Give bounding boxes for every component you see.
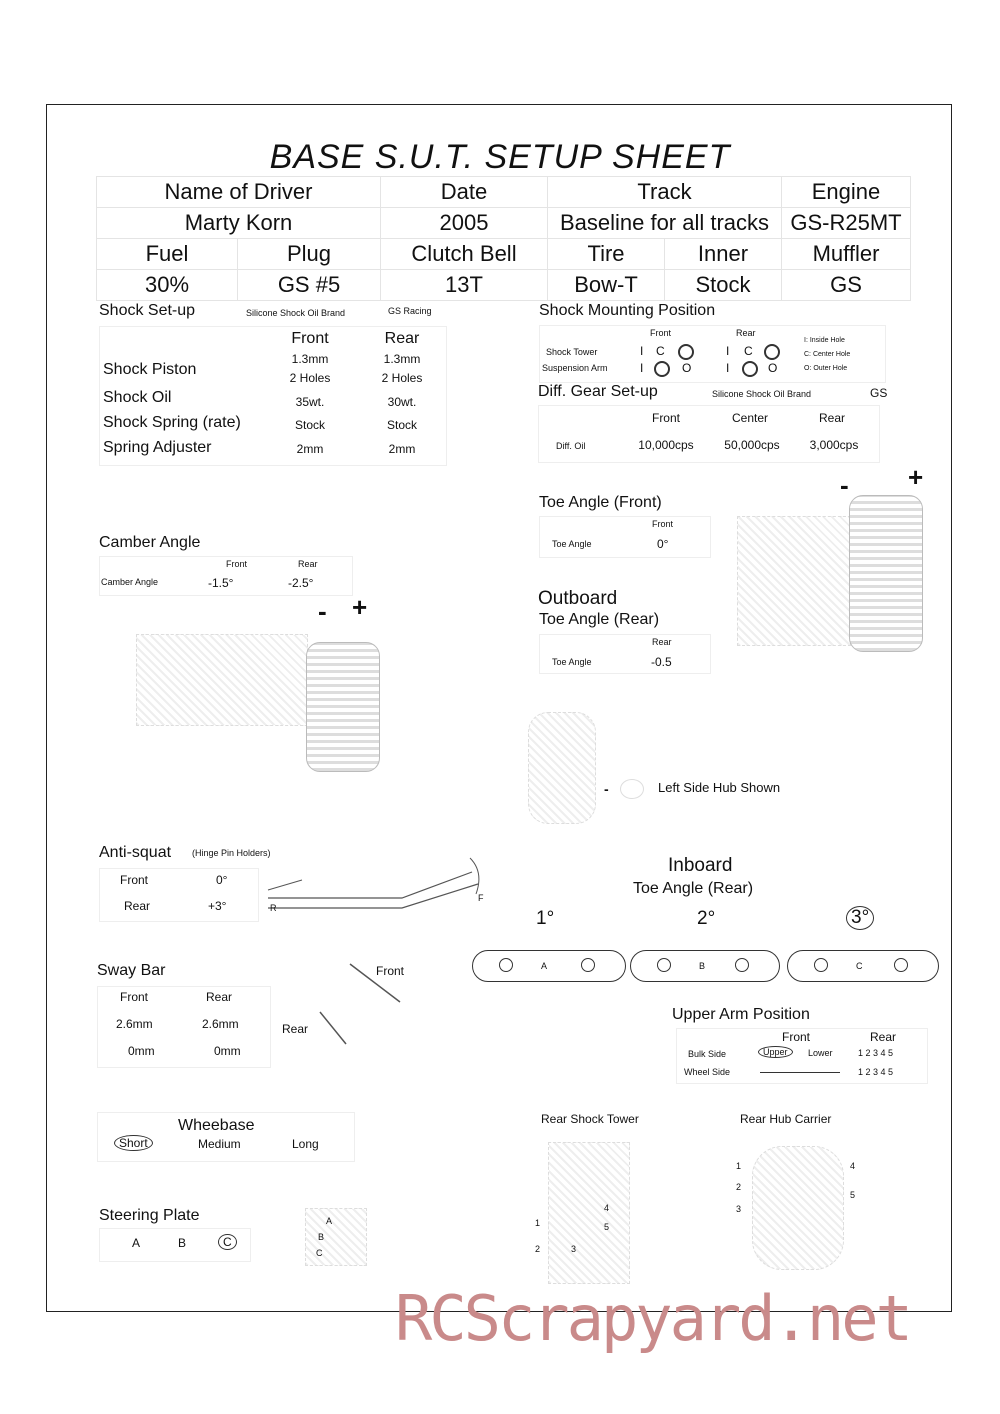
rear-arm-i: I: [726, 361, 730, 375]
watermark: RCScrapyard.net: [395, 1282, 910, 1355]
driver-label: Name of Driver: [97, 177, 381, 208]
rear-tower-i: I: [726, 344, 730, 358]
shock-spring-front: Stock: [294, 418, 325, 432]
wheelbase-medium: Medium: [198, 1137, 241, 1151]
sway-fig-front: Front: [376, 964, 405, 978]
diff-col-rear: Rear: [818, 411, 845, 425]
hub-illustration: [528, 712, 596, 824]
sway-col-rear: Rear: [206, 990, 233, 1004]
shock-piston-front-1: 1.3mm: [291, 352, 329, 366]
shock-mount-front: Front: [650, 328, 672, 338]
rear-hub-carrier-illustration: [752, 1146, 844, 1270]
shock-oil-brand-value: GS Racing: [388, 306, 432, 316]
camber-col-front: Front: [226, 559, 248, 569]
diff-col-center: Center: [731, 411, 769, 425]
sway-rear-2: 0mm: [214, 1044, 241, 1058]
date-value: 2005: [381, 208, 548, 239]
shock-setup-title: Shock Set-up: [99, 302, 196, 319]
toe-front-table: [539, 516, 711, 558]
rear-arm-o: O: [768, 361, 778, 375]
upper-arm-wheel-line: [760, 1072, 840, 1073]
sway-fig-rear: Rear: [282, 1022, 309, 1036]
shock-mount-tower-label: Shock Tower: [546, 347, 598, 357]
shock-oil-label: Shock Oil: [103, 389, 172, 406]
fuel-value: 30%: [97, 270, 238, 301]
rear-tower-c: C: [744, 344, 753, 358]
shock-col-front: Front: [291, 330, 329, 347]
plus-sign-camber: +: [352, 592, 368, 622]
shock-mount-legend-2: C: Center Hole: [804, 351, 851, 358]
rear-tower-label-1: 1: [535, 1218, 541, 1228]
front-arm-o: O: [682, 361, 692, 375]
steering-option-c-selected: C: [218, 1234, 237, 1250]
front-tower-c: C: [656, 344, 665, 358]
front-arm-i: I: [640, 361, 644, 375]
sway-col-front: Front: [120, 990, 149, 1004]
rear-tower-label-4: 4: [604, 1203, 610, 1213]
upper-arm-rear-row1: 1 2 3 4 5: [858, 1048, 894, 1058]
inboard-option-3-selected: 3°: [846, 906, 874, 930]
spring-adjuster-label: Spring Adjuster: [103, 439, 212, 456]
upper-arm-lower: Lower: [808, 1048, 833, 1058]
diff-oil-brand-label: Silicone Shock Oil Brand: [712, 389, 812, 399]
steering-plate-illustration: [305, 1208, 367, 1266]
camber-tire-illustration: [306, 642, 380, 772]
outboard-value: -0.5: [651, 655, 672, 669]
inboard-subtitle: Toe Angle (Rear): [633, 880, 754, 897]
diff-oil-center: 50,000cps: [724, 438, 780, 452]
rear-shock-tower-title: Rear Shock Tower: [541, 1112, 639, 1126]
upper-arm-upper-selected: Upper: [758, 1046, 793, 1058]
steering-fig-a: A: [326, 1216, 333, 1226]
inboard-option-2: 2°: [697, 908, 716, 929]
upper-arm-wheel-label: Wheel Side: [684, 1067, 731, 1077]
rear-tower-label-2: 2: [535, 1244, 541, 1254]
steering-fig-c: C: [316, 1248, 323, 1258]
shock-oil-rear: 30wt.: [387, 395, 417, 409]
outboard-subtitle: Toe Angle (Rear): [539, 611, 660, 628]
rear-tower-o-selected: [764, 344, 780, 360]
diff-col-front: Front: [651, 411, 680, 425]
inboard-plate-2-label: B: [699, 961, 706, 971]
shock-oil-front: 35wt.: [295, 395, 325, 409]
anti-squat-front-value: 0°: [216, 873, 228, 887]
upper-arm-col-front: Front: [782, 1030, 811, 1044]
diff-title: Diff. Gear Set-up: [538, 383, 658, 400]
camber-front: -1.5°: [208, 576, 234, 590]
diff-oil-rear: 3,000cps: [809, 438, 859, 452]
shock-mount-rear: Rear: [736, 328, 756, 338]
upper-arm-bulk-label: Bulk Side: [688, 1049, 727, 1059]
front-tower-i: I: [640, 344, 644, 358]
hub-minus-sign: -: [604, 781, 609, 797]
anti-squat-rear-value: +3°: [208, 899, 227, 913]
outboard-table: [539, 634, 711, 674]
track-label: Track: [548, 177, 782, 208]
rear-hub-carrier-title: Rear Hub Carrier: [740, 1112, 832, 1126]
spring-adjuster-rear: 2mm: [388, 442, 416, 456]
engine-value: GS-R25MT: [782, 208, 911, 239]
camber-chassis-illustration: [136, 634, 308, 726]
inboard-title: Inboard: [668, 855, 733, 876]
sheet-title: BASE S.U.T. SETUP SHEET: [269, 138, 731, 176]
sway-bar-title: Sway Bar: [97, 962, 166, 979]
steering-plate-title: Steering Plate: [99, 1207, 200, 1224]
wheelbase-title: Wheebase: [178, 1117, 255, 1134]
inboard-option-1: 1°: [536, 908, 555, 929]
shock-oil-brand-label: Silicone Shock Oil Brand: [246, 308, 346, 318]
steering-fig-b: B: [318, 1232, 325, 1242]
fuel-label: Fuel: [97, 239, 238, 270]
clutch-value: 13T: [381, 270, 548, 301]
shock-spring-rear: Stock: [386, 418, 417, 432]
shock-piston-front-2: 2 Holes: [289, 371, 331, 385]
camber-row: Camber Angle: [101, 577, 159, 587]
anti-squat-subtitle: (Hinge Pin Holders): [192, 848, 271, 858]
inboard-plate-1-label: A: [541, 961, 548, 971]
shock-col-rear: Rear: [384, 330, 420, 347]
rear-tower-label-5: 5: [604, 1222, 610, 1232]
anti-squat-front-label: Front: [120, 873, 149, 887]
steering-option-b: B: [178, 1236, 187, 1250]
shock-spring-label: Shock Spring (rate): [103, 414, 241, 431]
rear-tower-label-3: 3: [571, 1244, 577, 1254]
tire-value: Bow-T: [548, 270, 665, 301]
hub-plus-marker: [620, 779, 644, 799]
toe-front-value: 0°: [657, 537, 669, 551]
outboard-title: Outboard: [538, 588, 618, 609]
wheelbase-long: Long: [292, 1137, 319, 1151]
camber-col-rear: Rear: [298, 559, 318, 569]
inboard-plate-1: [472, 950, 626, 982]
rear-arm-c-selected: [742, 361, 758, 377]
rear-hub-label-5: 5: [850, 1190, 856, 1200]
plug-value: GS #5: [238, 270, 381, 301]
spring-adjuster-front: 2mm: [296, 442, 324, 456]
rear-hub-label-2: 2: [736, 1182, 742, 1192]
anti-squat-fig-r: R: [270, 903, 277, 913]
date-label: Date: [381, 177, 548, 208]
camber-title: Camber Angle: [99, 534, 201, 551]
rear-shock-tower-illustration: [548, 1142, 630, 1284]
clutch-label: Clutch Bell: [381, 239, 548, 270]
muffler-label: Muffler: [782, 239, 911, 270]
front-tower-o-selected: [678, 344, 694, 360]
muffler-value: GS: [782, 270, 911, 301]
sway-front-2: 0mm: [128, 1044, 155, 1058]
camber-rear: -2.5°: [288, 576, 314, 590]
inner-label: Inner: [665, 239, 782, 270]
shock-mount-arm-label: Suspension Arm: [542, 363, 608, 373]
front-tire-illustration: [849, 495, 923, 652]
rear-hub-label-3: 3: [736, 1204, 742, 1214]
header-table: [96, 176, 911, 301]
anti-squat-fig-f: F: [478, 893, 484, 903]
diff-oil-front: 10,000cps: [638, 438, 694, 452]
hub-note: Left Side Hub Shown: [658, 780, 781, 795]
plug-label: Plug: [238, 239, 381, 270]
front-hub-illustration: [737, 516, 851, 646]
wheelbase-short-selected: Short: [114, 1135, 153, 1151]
diff-oil-brand-value: GS: [870, 386, 888, 400]
inboard-plate-3-label: C: [856, 961, 863, 971]
inboard-plate-3: [787, 950, 939, 982]
sway-front-1: 2.6mm: [116, 1017, 153, 1031]
toe-front-row: Toe Angle: [552, 539, 592, 549]
shock-mount-legend-1: I: Inside Hole: [804, 337, 845, 344]
diff-oil-label: Diff. Oil: [556, 441, 586, 451]
toe-front-col: Front: [652, 519, 674, 529]
steering-option-a: A: [132, 1236, 141, 1250]
tire-label: Tire: [548, 239, 665, 270]
plus-sign-front: +: [908, 462, 924, 492]
outboard-row: Toe Angle: [552, 657, 592, 667]
engine-label: Engine: [782, 177, 911, 208]
upper-arm-rear-row2: 1 2 3 4 5: [858, 1067, 894, 1077]
rear-hub-label-1: 1: [736, 1161, 742, 1171]
upper-arm-col-rear: Rear: [870, 1030, 897, 1044]
sway-rear-1: 2.6mm: [202, 1017, 239, 1031]
minus-sign-camber: -: [318, 596, 327, 626]
anti-squat-diagram: [262, 850, 492, 920]
shock-piston-rear-1: 1.3mm: [383, 352, 421, 366]
inner-value: Stock: [665, 270, 782, 301]
driver-value: Marty Korn: [97, 208, 381, 239]
rear-hub-label-4: 4: [850, 1161, 856, 1171]
shock-piston-rear-2: 2 Holes: [381, 371, 423, 385]
anti-squat-rear-label: Rear: [124, 899, 151, 913]
anti-squat-title: Anti-squat: [99, 844, 172, 861]
minus-sign-front: -: [840, 470, 849, 500]
outboard-col: Rear: [652, 637, 672, 647]
shock-mount-legend-3: O: Outer Hole: [804, 365, 848, 372]
track-value: Baseline for all tracks: [548, 208, 782, 239]
shock-piston-label: Shock Piston: [103, 361, 197, 378]
inboard-plate-2: [630, 950, 780, 982]
upper-arm-title: Upper Arm Position: [672, 1006, 810, 1023]
toe-front-title: Toe Angle (Front): [539, 494, 662, 511]
front-arm-c-selected: [654, 361, 670, 377]
shock-mount-title: Shock Mounting Position: [539, 302, 716, 319]
